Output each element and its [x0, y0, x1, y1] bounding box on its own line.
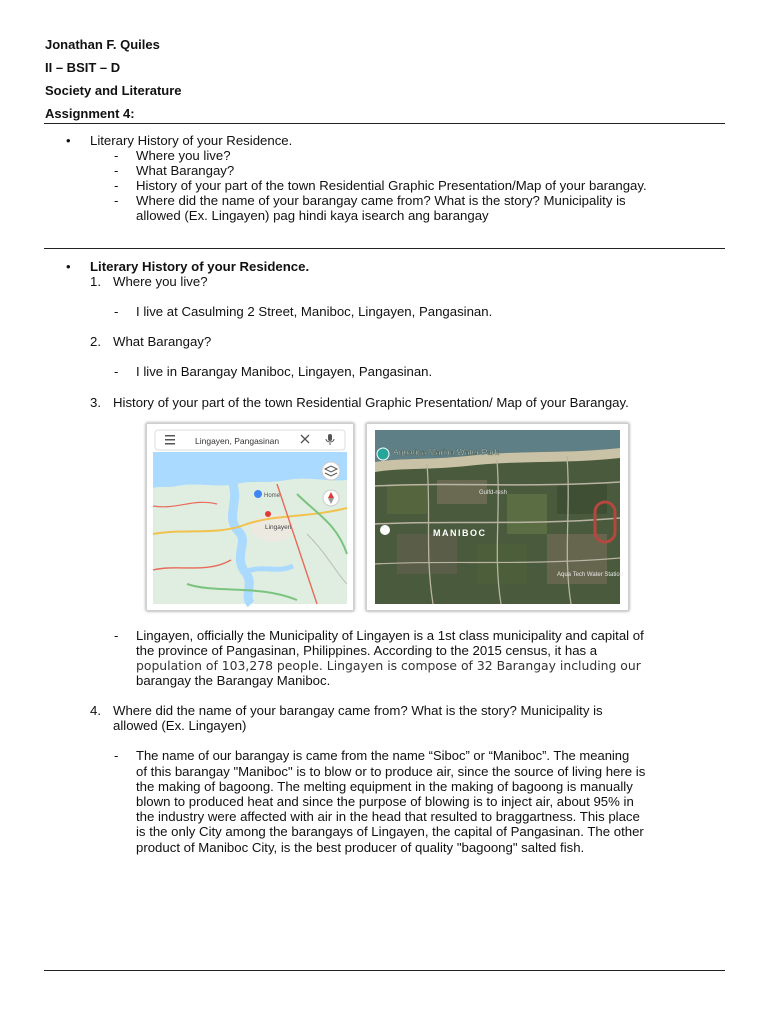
map-label-lingayen: Lingayen [265, 524, 292, 531]
instruction-item-continued: allowed (Ex. Lingayen) pag hindi kaya isearch ang barangay [136, 208, 489, 223]
q4-question-line: allowed (Ex. Lingayen) [113, 718, 247, 733]
dash-icon: - [114, 628, 119, 643]
town-map-graphic [147, 424, 353, 610]
dash-icon: - [114, 193, 119, 208]
bullet-icon: • [66, 259, 71, 274]
subject-title: Society and Literature [45, 83, 182, 98]
q1-answer: I live at Casulming 2 Street, Maniboc, Lingayen, Pangasinan. [136, 304, 493, 319]
map-label-station: Aqua Tech Water Station [557, 572, 624, 578]
dash-icon: - [114, 364, 119, 379]
q1-number: 1. [90, 274, 101, 289]
town-map-image [146, 423, 354, 611]
q3-answer-line: Lingayen, officially the Municipality of Lingayen is a 1st class municipality and capital of [136, 628, 644, 643]
q3-number: 3. [90, 395, 101, 410]
footer-divider [44, 970, 725, 971]
instructions-heading: Literary History of your Residence. [90, 133, 293, 148]
q4-answer-line: product of Maniboc City, is the best producer of quality "bagoong" salted fish. [136, 840, 585, 855]
q4-answer-line: The name of our barangay is came from the name “Siboc” or “Maniboc”. The meaning [136, 748, 630, 763]
dash-icon: - [114, 304, 119, 319]
q3-answer-line: barangay the Barangay Maniboc. [136, 673, 331, 688]
satellite-map-image [366, 423, 629, 611]
compass-icon[interactable] [323, 490, 339, 506]
bullet-icon: • [66, 133, 71, 148]
map-label-maniboc: MANIBOC [433, 528, 487, 538]
q4-answer-line: is the only City among the barangays of Lingayen, the capital of Pangasinan. The other [136, 824, 644, 839]
q4-question-line: Where did the name of your barangay came from? What is the story? Municipality is [113, 703, 603, 718]
q4-answer-line: of this barangay "Maniboc" is to blow or to produce air, since the source of living here is [136, 764, 646, 779]
dash-icon: - [114, 148, 119, 163]
map-search-text[interactable]: Lingayen, Pangasinan [195, 436, 280, 446]
place-pin-icon [380, 525, 390, 535]
park-pin-icon [377, 448, 389, 460]
q2-question: What Barangay? [113, 334, 212, 349]
q3-answer-line: the province of Pangasinan, Philippines. According to the 2015 census, it has a [136, 643, 598, 658]
instruction-item: History of your part of the town Residential Graphic Presentation/Map of your barangay. [136, 178, 647, 193]
map-label-park: Aquatica Marina Water Park [393, 447, 499, 457]
q4-answer-line: blown to produced heat and since the purpose of blowing is to inject air, about 95% in [136, 794, 634, 809]
map-label-home: Home [264, 493, 281, 499]
map-label-gulf: Gulfd-resh [479, 490, 508, 496]
assignment-title: Assignment 4: [45, 106, 135, 121]
answer-heading: Literary History of your Residence. [90, 259, 310, 274]
satellite-map-graphic [367, 424, 628, 610]
instruction-item: Where did the name of your barangay came from? What is the story? Municipality is [136, 193, 626, 208]
q4-answer-line: the industry were affected with air in the head that resulted to braggartness. This place [136, 809, 640, 824]
dash-icon: - [114, 163, 119, 178]
location-pin-icon [265, 511, 271, 517]
q3-question: History of your part of the town Residential Graphic Presentation/ Map of your Barangay. [113, 395, 629, 410]
q1-question: Where you live? [113, 274, 208, 289]
header-divider [44, 123, 725, 124]
section-divider [44, 248, 725, 249]
q2-answer: I live in Barangay Maniboc, Lingayen, Pangasinan. [136, 364, 433, 379]
q4-number: 4. [90, 703, 101, 718]
q3-answer-line: population of 103,278 people. Lingayen is compose of 32 Barangay including our [136, 658, 641, 673]
menu-icon[interactable] [165, 435, 175, 445]
layers-icon[interactable] [322, 462, 340, 480]
q4-answer-line: the making of bagoong. The melting equipment in the making of bagoong is manually [136, 779, 633, 794]
q2-number: 2. [90, 334, 101, 349]
instruction-item: What Barangay? [136, 163, 235, 178]
student-section: II – BSIT – D [45, 60, 121, 75]
instruction-item: Where you live? [136, 148, 231, 163]
dash-icon: - [114, 748, 119, 763]
student-name: Jonathan F. Quiles [45, 37, 160, 52]
dash-icon: - [114, 178, 119, 193]
home-pin-icon [254, 490, 262, 498]
